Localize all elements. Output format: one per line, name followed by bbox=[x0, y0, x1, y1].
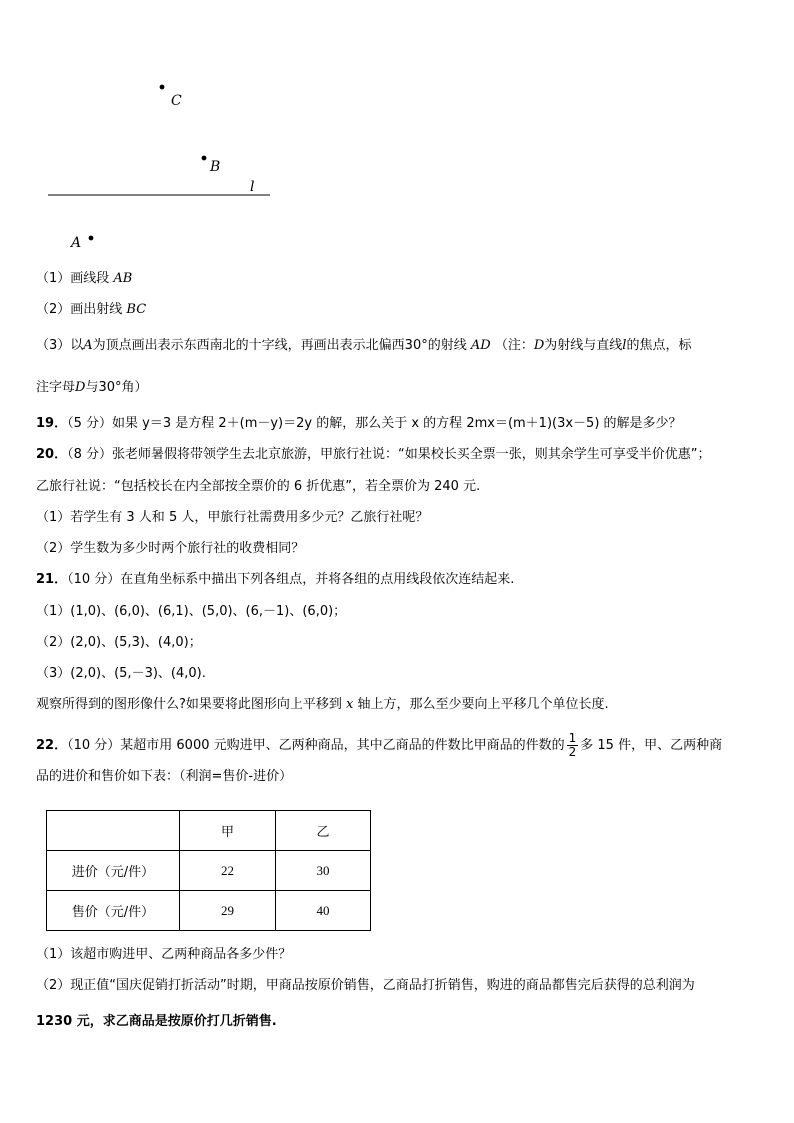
point-a-label: A bbox=[71, 235, 82, 251]
question-22-text-b: 多 15 件，甲、乙两种商 bbox=[580, 738, 723, 753]
question-20-item-2-text: （2）学生数为多少时两个旅行社的收费相同？ bbox=[36, 541, 305, 556]
table-cell: 29 bbox=[180, 891, 276, 931]
question-21-intro bbox=[36, 571, 758, 589]
question-20-number: 20． bbox=[36, 447, 68, 462]
table-header-row bbox=[47, 811, 371, 851]
question-21-item-3 bbox=[36, 665, 758, 683]
table-row bbox=[47, 851, 371, 891]
question-20-line-1 bbox=[36, 446, 758, 464]
question-19-number: 19． bbox=[36, 416, 68, 431]
vertex-a: A bbox=[83, 338, 93, 353]
question-21-observation bbox=[36, 696, 758, 714]
question-21-item-1-text: （1）(1,0)、(6,0)、(6,1)、(5,0)、(6,－1)、(6,0)； bbox=[36, 604, 347, 619]
q18-item-3-line-1 bbox=[36, 337, 758, 355]
line-l-ref: l bbox=[622, 338, 627, 353]
question-22-item-2-text-2: 1230 元，求乙商品是按原价打几折销售. bbox=[36, 1014, 277, 1029]
question-22-text-c: 品的进价和售价如下表：（利润=售价-进价） bbox=[36, 769, 293, 784]
ray-bc: BC bbox=[126, 302, 147, 317]
question-20-text-2: 乙旅行社说：“包括校长在内全部按全票价的 6 折优惠”，若全票价为 240 元. bbox=[36, 479, 481, 494]
q18-item-3-text-f: 注字母 bbox=[36, 380, 76, 395]
question-21-item-2 bbox=[36, 634, 758, 652]
q18-item-3-text-a: （3）以 bbox=[36, 338, 84, 353]
q18-item-3-text-c: （注： bbox=[494, 338, 534, 353]
question-22-item-2-line-1 bbox=[36, 977, 758, 995]
q18-item-1-text: （1）画线段 bbox=[36, 271, 110, 286]
question-20-text-1: （8 分）张老师暑假将带领学生去北京旅游，甲旅行社说：“如果校长买全票一张，则其余学生可享受半价优惠”； bbox=[67, 447, 711, 462]
point-d: D bbox=[533, 338, 545, 353]
question-22-item-1 bbox=[36, 946, 758, 964]
question-22-number: 22． bbox=[36, 738, 68, 753]
question-22-item-2-line-2 bbox=[36, 1013, 758, 1031]
q18-item-1 bbox=[36, 270, 758, 288]
point-d-ref: D bbox=[75, 380, 86, 395]
table-header-cell bbox=[47, 811, 180, 851]
fraction-denominator: 2 bbox=[568, 745, 577, 759]
question-21-text: （10 分）在直角坐标系中描出下列各组点，并将各组的点用线段依次连结起来. bbox=[67, 572, 515, 587]
question-20-item-2 bbox=[36, 540, 758, 558]
line-l-label: l bbox=[250, 179, 255, 195]
point-c-dot bbox=[160, 85, 165, 90]
question-19 bbox=[36, 415, 758, 433]
point-a-dot bbox=[89, 236, 94, 241]
question-22-line-1 bbox=[36, 732, 758, 759]
ray-ad: AD bbox=[470, 338, 491, 353]
table-cell: 30 bbox=[276, 851, 371, 891]
point-c-label: C bbox=[171, 93, 182, 109]
table-cell: 22 bbox=[180, 851, 276, 891]
q18-item-3-text-g: 与30°角） bbox=[85, 380, 148, 395]
q18-item-3-text-b: 为顶点画出表示东西南北的十字线，再画出表示北偏西30°的射线 bbox=[92, 338, 467, 353]
question-20-line-2 bbox=[36, 478, 758, 496]
table-cell: 售价（元/件） bbox=[47, 891, 180, 931]
question-21-observation-a: 观察所得到的图形像什么?如果要将此图形向上平移到 bbox=[36, 697, 342, 712]
point-b-label: B bbox=[210, 159, 221, 175]
price-table bbox=[46, 810, 371, 931]
question-19-text: （5 分）如果 y＝3 是方程 2＋(m－y)＝2y 的解，那么关于 x 的方程 2mx＝(m＋1)(3x－5) 的解是多少？ bbox=[67, 416, 682, 431]
fraction-one-half bbox=[567, 732, 579, 759]
question-21-number: 21． bbox=[36, 572, 68, 587]
question-22-line-2 bbox=[36, 768, 758, 786]
fraction-numerator: 1 bbox=[568, 731, 577, 745]
question-21-item-2-text: （2）(2,0)、(5,3)、(4,0)； bbox=[36, 635, 202, 650]
question-22-item-1-text: （1）该超市购进甲、乙两种商品各多少件？ bbox=[36, 947, 292, 962]
q18-item-2-text: （2）画出射线 bbox=[36, 302, 123, 317]
segment-ab: AB bbox=[113, 271, 133, 286]
q18-item-3-text-e: 的焦点，标 bbox=[626, 338, 692, 353]
geometry-figure bbox=[0, 0, 794, 260]
q18-item-2 bbox=[36, 301, 758, 319]
question-22-text-a: （10 分）某超市用 6000 元购进甲、乙两种商品，其中乙商品的件数比甲商品的件数的 bbox=[67, 738, 565, 753]
q18-item-3-text-d: 为射线与直线 bbox=[544, 338, 623, 353]
table-header-cell: 甲 bbox=[180, 811, 276, 851]
q18-item-3-line-2 bbox=[36, 379, 758, 397]
x-axis-symbol: x bbox=[346, 697, 354, 712]
table-cell: 进价（元/件） bbox=[47, 851, 180, 891]
question-20-item-1 bbox=[36, 509, 758, 527]
question-21-item-3-text: （3）(2,0)、(5,－3)、(4,0). bbox=[36, 666, 206, 681]
table-cell: 40 bbox=[276, 891, 371, 931]
question-21-item-1 bbox=[36, 603, 758, 621]
question-20-item-1-text: （1）若学生有 3 人和 5 人，甲旅行社需费用多少元？乙旅行社呢？ bbox=[36, 510, 429, 525]
table-header-cell: 乙 bbox=[276, 811, 371, 851]
question-21-observation-b: 轴上方，那么至少要向上平移几个单位长度. bbox=[357, 697, 609, 712]
question-22-item-2-text-1: （2）现正值“国庆促销打折活动”时期，甲商品按原价销售，乙商品打折销售，购进的商品都售完后获得的总利润为 bbox=[36, 978, 695, 993]
table-row bbox=[47, 891, 371, 931]
point-b-dot bbox=[202, 156, 207, 161]
